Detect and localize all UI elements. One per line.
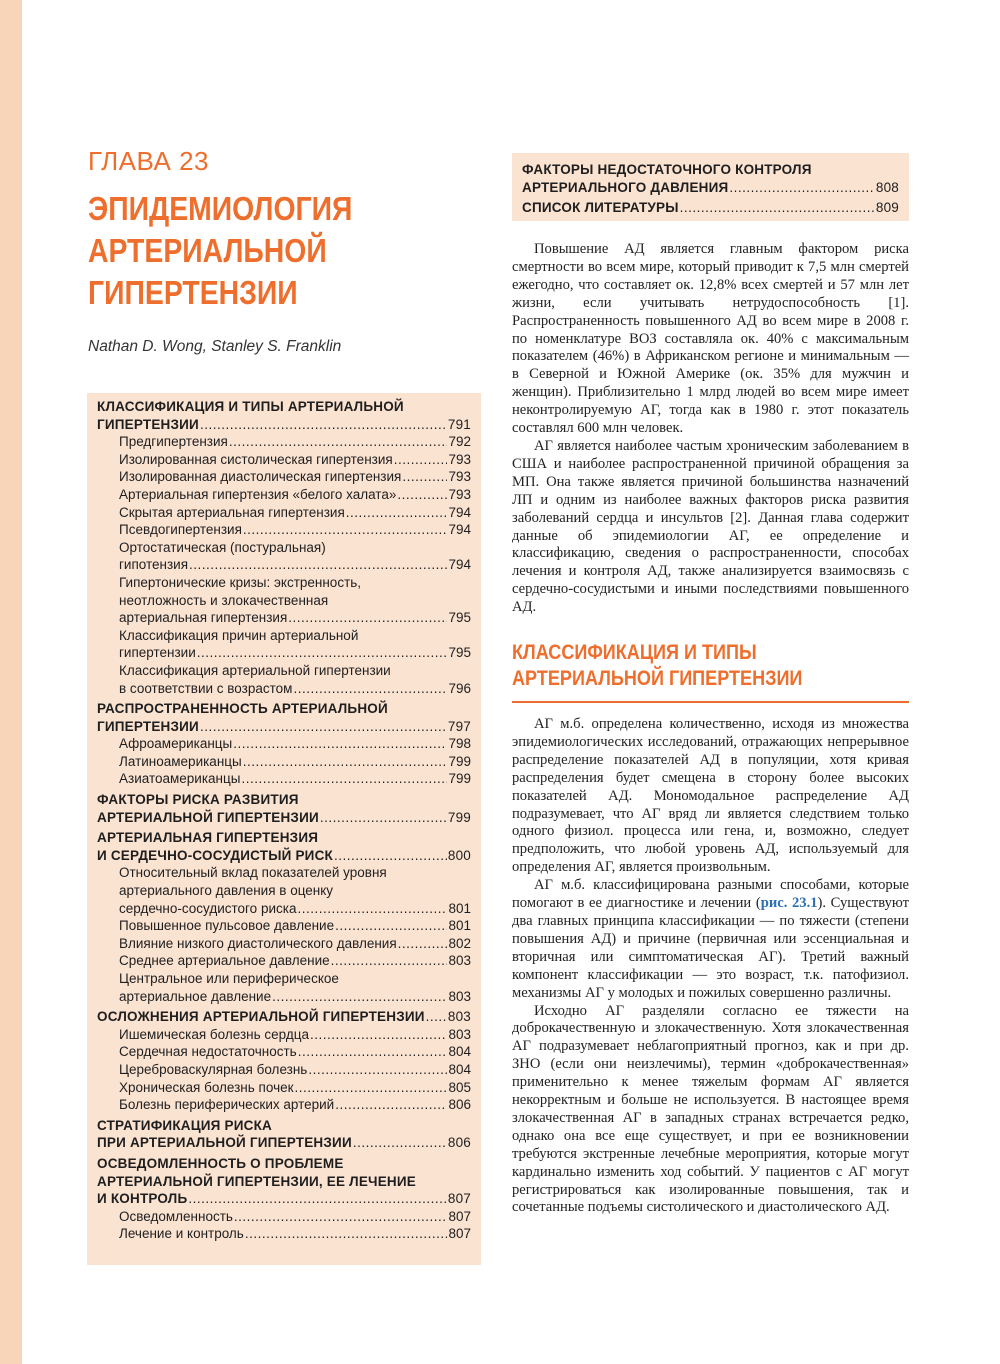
toc-subsection-entry[interactable]	[97, 753, 471, 771]
section-text	[512, 716, 909, 1217]
toc-entry-label: Афроамериканцы	[119, 736, 233, 752]
toc-entry-label: СПИСОК ЛИТЕРАТУРЫ	[522, 200, 679, 216]
toc-section-entry[interactable]	[97, 829, 471, 864]
toc-dot-leader	[308, 1061, 447, 1079]
toc-subsection-entry[interactable]	[97, 952, 471, 970]
toc-entry-row	[119, 433, 471, 451]
paragraph-text: АГ м.б. классифицирована разными способами, которые помогают в ее диагностике и лечении (	[512, 877, 909, 912]
toc-entry-row	[97, 809, 471, 827]
paragraph: Исходно АГ разделяли согласно ее тяжести на доброкачественную и злокачественную. Хотя злокачественная АГ подразумевает неблагоприятный прогноз, как и при др. ЗНО (если они неизлечимы), термин «доброкачественная» применительно к менее тяжелым формам АГ является некорректным и больше не используется. В настоящее время злокачественная АГ в западных странах встречается редко, однако она все еще существует, и при ее возникновении требуются экстренные лечебные мероприятия, которые могут кардинально изменить ход событий. У пациентов с АГ могут регистрироваться как изолированные повышения, так и сочетанные подъемы систолического и диастолического АД.	[512, 1002, 909, 1216]
toc-entry-label: АРТЕРИАЛЬНОГО ДАВЛЕНИЯ	[522, 179, 729, 195]
toc-entry-row	[119, 609, 471, 627]
toc-dot-leader	[295, 1079, 448, 1097]
toc-entry-row	[522, 179, 899, 197]
toc-section-entry[interactable]	[97, 1008, 471, 1026]
toc-entry-row	[119, 1208, 471, 1226]
toc-page-number: 792	[448, 434, 471, 450]
toc-section-entry[interactable]	[522, 199, 899, 217]
toc-entry-row	[119, 1079, 471, 1097]
toc-subsection-entry[interactable]	[97, 770, 471, 788]
toc-subsection-entry[interactable]	[97, 1225, 471, 1243]
toc-subsection-entry[interactable]	[97, 1043, 471, 1061]
toc-page-number: 794	[448, 557, 471, 573]
toc-dot-leader	[245, 1225, 448, 1243]
toc-dot-leader	[188, 1190, 447, 1208]
toc-page-number: 794	[448, 522, 471, 538]
toc-dot-leader	[394, 451, 448, 469]
toc-dot-leader	[426, 1008, 447, 1026]
toc-entry-row	[119, 735, 471, 753]
chapter-title-line: ЭПИДЕМИОЛОГИЯ	[88, 190, 353, 227]
toc-entry-label: Повышенное пульсовое давление	[119, 918, 335, 934]
toc-entry-row	[119, 1061, 471, 1079]
toc-page-number: 809	[875, 200, 899, 216]
toc-dot-leader	[241, 770, 447, 788]
toc-entry-row	[97, 718, 471, 736]
toc-section-entry[interactable]	[97, 1155, 471, 1208]
toc-subsection-entry[interactable]	[97, 970, 471, 1005]
toc-entry-label: ФАКТОРЫ РИСКА РАЗВИТИЯ	[97, 792, 299, 808]
toc-entry-label: ГИПЕРТЕНЗИИ	[97, 416, 199, 432]
paragraph	[512, 877, 909, 1002]
toc-subsection-entry[interactable]	[97, 486, 471, 504]
toc-entry-label: АРТЕРИАЛЬНОЙ ГИПЕРТЕНЗИИ	[97, 809, 319, 825]
toc-subsection-entry[interactable]	[97, 1079, 471, 1097]
toc-entry-label: артериальное давление	[119, 988, 272, 1004]
toc-dot-leader	[288, 609, 447, 627]
toc-dot-leader	[189, 556, 447, 574]
toc-subsection-entry[interactable]	[97, 1208, 471, 1226]
toc-entry-row	[119, 900, 471, 918]
toc-entry-row	[97, 1008, 471, 1026]
toc-page-number: 803	[448, 988, 471, 1004]
toc-entry-row	[97, 847, 471, 865]
toc-section-entry[interactable]	[522, 161, 899, 196]
toc-entry-label: Артериальная гипертензия «белого халата»	[119, 486, 397, 502]
toc-page-number: 807	[448, 1226, 471, 1242]
table-of-contents	[87, 393, 481, 1265]
toc-dot-leader	[229, 433, 448, 451]
toc-entry-label: Скрытая артериальная гипертензия	[119, 504, 345, 520]
toc-entry-row	[119, 917, 471, 935]
toc-page-number: 805	[448, 1079, 471, 1095]
toc-page-number: 803	[448, 953, 471, 969]
page-edge-strip	[0, 0, 22, 1364]
toc-entry-label: артериального давления в оценку	[119, 883, 334, 899]
toc-page-number: 795	[448, 645, 471, 661]
toc-entry-label: ПРИ АРТЕРИАЛЬНОЙ ГИПЕРТЕНЗИИ	[97, 1135, 352, 1151]
toc-page-number: 808	[875, 179, 899, 195]
toc-page-number: 796	[448, 680, 471, 696]
toc-subsection-entry[interactable]	[97, 1096, 471, 1114]
toc-page-number: 798	[448, 736, 471, 752]
toc-entry-label: ОСВЕДОМЛЕННОСТЬ О ПРОБЛЕМЕ	[97, 1155, 344, 1171]
toc-subsection-entry[interactable]	[97, 935, 471, 953]
toc-page-number: 801	[448, 918, 471, 934]
toc-entry-label: ОСЛОЖНЕНИЯ АРТЕРИАЛЬНОЙ ГИПЕРТЕНЗИИ	[97, 1009, 425, 1025]
toc-dot-leader	[297, 900, 447, 918]
toc-entry-label: ГИПЕРТЕНЗИИ	[97, 718, 199, 734]
toc-page-number: 800	[447, 847, 471, 863]
toc-entry-label: Азиатоамериканцы	[119, 771, 241, 787]
paragraph: АГ м.б. определена количественно, исходя из множества эпидемиологических исследований, отражающих непрерывное распределение показателей АД в популяции, хотя кривая распределения будет смещена в сторону более высоких показателей АД. Мономодальное распределение АД подразумевает, что АГ вряд ли является следствием только одного физиол. процесса или гена, и, возможно, следует предположить, что любой уровень АД, используемый для определения АГ, является произвольным.	[512, 716, 909, 876]
toc-dot-leader	[335, 917, 447, 935]
toc-dot-leader	[243, 753, 448, 771]
chapter-number: ГЛАВА 23	[88, 146, 209, 176]
toc-entry-label: Гипертонические кризы: экстренность,	[119, 574, 362, 590]
toc-subsection-entry[interactable]	[97, 433, 471, 451]
toc-page-number: 807	[448, 1208, 471, 1224]
toc-page-number: 801	[448, 900, 471, 916]
chapter-title-line: АРТЕРИАЛЬНОЙ	[88, 232, 327, 269]
toc-subsection-entry[interactable]	[97, 539, 471, 574]
toc-entry-row	[119, 486, 471, 504]
toc-page-number: 799	[448, 753, 471, 769]
toc-page-number: 799	[448, 771, 471, 787]
toc-section-entry[interactable]	[97, 700, 471, 735]
toc-entry-row	[522, 199, 899, 217]
toc-entry-row	[97, 1190, 471, 1208]
toc-entry-row	[119, 504, 471, 522]
toc-page-number: 791	[447, 416, 471, 432]
toc-dot-leader	[729, 179, 874, 197]
toc-page-number: 804	[448, 1061, 471, 1077]
toc-entry-label: Латиноамериканцы	[119, 753, 242, 769]
toc-page-number: 794	[448, 504, 471, 520]
toc-dot-leader	[310, 1026, 448, 1044]
toc-entry-label: Сердечная недостаточность	[119, 1044, 297, 1060]
toc-entry-label: Классификация артериальной гипертензии	[119, 662, 391, 678]
toc-section-entry[interactable]	[97, 398, 471, 433]
toc-entry-label: Ишемическая болезнь сердца	[119, 1026, 309, 1042]
paragraph: Повышение АД является главным фактором риска смертности во всем мире, который приводит к 7,5 млн смертей ежегодно, что составляет ок. 12,8% всех смертей и 57 млн лет жизни, если учитывать нетрудоспособность [1]. Распространенность повышенного АД во всем мире в 2008 г. по номенклатуре ВОЗ составляла ок. 40% с максимальным показателем (46%) в Африканском регионе и минимальным — в Северной и Южной Америке (ок. 35% для мужчин и женщин). Приблизительно 1 млрд людей во всем мире имеет неконтролируемую АГ, тогда как в 1980 г. этот показатель составлял 600 млн человек.	[512, 241, 909, 437]
intro-text	[512, 241, 909, 617]
toc-entry-label: Влияние низкого диастолического давления	[119, 935, 397, 951]
toc-entry-row	[119, 468, 471, 486]
toc-dot-leader	[243, 521, 448, 539]
toc-page-number: 803	[448, 1026, 471, 1042]
toc-entry-label: АРТЕРИАЛЬНАЯ ГИПЕРТЕНЗИЯ	[97, 830, 319, 846]
toc-entry-label: Лечение и контроль	[119, 1226, 244, 1242]
toc-entry-row	[119, 753, 471, 771]
toc-dot-leader	[272, 988, 447, 1006]
toc-dot-leader	[233, 735, 447, 753]
toc-entry-label: Среднее артериальное давление	[119, 953, 330, 969]
toc-entry-label: гипотензия	[119, 557, 189, 573]
toc-entry-row	[119, 952, 471, 970]
toc-entry-row	[119, 1043, 471, 1061]
toc-entry-row	[119, 451, 471, 469]
toc-entry-label: артериальная гипертензия	[119, 610, 288, 626]
toc-entry-row	[97, 416, 471, 434]
toc-subsection-entry[interactable]	[97, 1061, 471, 1079]
toc-dot-leader	[293, 680, 447, 698]
toc-entry-label: Осведомленность	[119, 1208, 233, 1224]
toc-page-number: 793	[448, 469, 471, 485]
toc-entry-label: гипертензии	[119, 645, 196, 661]
toc-entry-label: Ортостатическая (постуральная)	[119, 539, 326, 555]
toc-page-number: 807	[447, 1191, 471, 1207]
toc-dot-leader	[234, 1208, 448, 1226]
toc-subsection-entry[interactable]	[97, 1026, 471, 1044]
toc-entry-label: Изолированная систолическая гипертензия	[119, 451, 393, 467]
toc-dot-leader	[335, 1096, 447, 1114]
toc-subsection-entry[interactable]	[97, 574, 471, 627]
chapter-title	[88, 188, 398, 314]
toc-entry-row	[119, 556, 471, 574]
toc-entry-label: Классификация причин артериальной	[119, 627, 359, 643]
toc-page-number: 797	[447, 718, 471, 734]
toc-entry-row	[119, 521, 471, 539]
toc-subsection-entry[interactable]	[97, 735, 471, 753]
toc-entry-label: Центральное или периферическое	[119, 971, 339, 986]
toc-entry-label: неотложность и злокачественная	[119, 592, 329, 608]
toc-subsection-entry[interactable]	[97, 662, 471, 697]
toc-dot-leader	[402, 468, 447, 486]
toc-entry-label: Относительный вклад показателей уровня	[119, 865, 387, 881]
toc-dot-leader	[197, 644, 448, 662]
toc-entry-label: Болезнь периферических артерий	[119, 1097, 335, 1113]
toc-page-number: 806	[448, 1097, 471, 1113]
toc-dot-leader	[398, 935, 448, 953]
toc-entry-row	[119, 988, 471, 1006]
chapter-authors: Nathan D. Wong, Stanley S. Franklin	[88, 338, 342, 355]
toc-entry-row	[119, 1225, 471, 1243]
toc-dot-leader	[298, 1043, 448, 1061]
toc-dot-leader	[334, 847, 447, 865]
toc-subsection-entry[interactable]	[97, 451, 471, 469]
toc-entry-label: Хроническая болезнь почек	[119, 1079, 294, 1095]
toc-entry-label: КЛАССИФИКАЦИЯ И ТИПЫ АРТЕРИАЛЬНОЙ	[97, 399, 404, 414]
chapter-title-line: ГИПЕРТЕНЗИИ	[88, 274, 298, 311]
toc-dot-leader	[680, 199, 875, 217]
table-of-contents-continued	[512, 153, 909, 221]
toc-page-number: 793	[448, 486, 471, 502]
toc-entry-label: сердечно-сосудистого риска	[119, 900, 297, 916]
paragraph-text: ). Существуют два главных принципа классификации — по тяжести (степени повышения АД) и причине (первичная или эссенциальная и вторичная или симптоматическая АГ). Третий важный компонент классификации — это возраст, т.к. патофизиол. механизмы АГ у молодых и пожилых совершенно различны.	[512, 895, 910, 1001]
toc-subsection-entry[interactable]	[97, 864, 471, 917]
toc-entry-row	[119, 1096, 471, 1114]
figure-reference-link[interactable]: рис. 23.1	[760, 895, 818, 912]
toc-entry-label: Изолированная диастолическая гипертензия	[119, 469, 402, 485]
toc-entry-row	[119, 770, 471, 788]
toc-page-number: 795	[448, 610, 471, 626]
toc-entry-label: СТРАТИФИКАЦИЯ РИСКА	[97, 1117, 272, 1133]
toc-page-number: 806	[447, 1135, 471, 1151]
toc-subsection-entry[interactable]	[97, 917, 471, 935]
toc-entry-row	[97, 1134, 471, 1152]
paragraph: АГ является наиболее частым хроническим заболеванием в США и наиболее распространенной причиной обращения за МП. Она также является причиной большинства назначений ЛП и одним из наиболее важных факторов риска развития заболеваний сердца и инсультов [2]. Данная глава содержит данные об эпидемиологии АГ, ее определение и классификацию, сведения о распространенности, способах лечения и контроля АД, также анализируется взаимосвязь с сердечно-сосудистыми и иными последствиями повышенного АД.	[512, 437, 909, 616]
toc-page-number: 793	[448, 451, 471, 467]
toc-entry-row	[119, 680, 471, 698]
toc-page-number: 799	[447, 809, 471, 825]
toc-entry-label: РАСПРОСТРАНЕННОСТЬ АРТЕРИАЛЬНОЙ	[97, 701, 388, 717]
toc-entry-label: Предгипертензия	[119, 434, 228, 450]
toc-entry-label: ФАКТОРЫ НЕДОСТАТОЧНОГО КОНТРОЛЯ	[522, 162, 812, 177]
toc-entry-label: Псевдогипертензия	[119, 522, 242, 538]
toc-dot-leader	[397, 486, 447, 504]
toc-dot-leader	[200, 416, 447, 434]
toc-subsection-entry[interactable]	[97, 468, 471, 486]
section-divider	[512, 701, 909, 703]
toc-page-number: 804	[448, 1044, 471, 1060]
toc-dot-leader	[331, 952, 448, 970]
toc-section-entry[interactable]	[97, 791, 471, 826]
toc-dot-leader	[353, 1134, 447, 1152]
toc-entry-label: АРТЕРИАЛЬНОЙ ГИПЕРТЕНЗИИ, ЕЕ ЛЕЧЕНИЕ	[97, 1173, 416, 1189]
toc-dot-leader	[320, 809, 447, 827]
section-heading: КЛАССИФИКАЦИЯ И ТИПЫ АРТЕРИАЛЬНОЙ ГИПЕРТЕНЗИИ	[512, 641, 803, 690]
toc-page-number: 802	[448, 935, 471, 951]
toc-entry-row	[119, 1026, 471, 1044]
toc-entry-label: И КОНТРОЛЬ	[97, 1191, 188, 1207]
toc-dot-leader	[200, 718, 447, 736]
toc-entry-label: в соответствии с возрастом	[119, 680, 293, 696]
toc-section-entry[interactable]	[97, 1117, 471, 1152]
toc-dot-leader	[346, 504, 448, 522]
toc-page-number: 803	[447, 1009, 471, 1025]
toc-entry-row	[119, 644, 471, 662]
toc-subsection-entry[interactable]	[97, 504, 471, 522]
toc-entry-label: И СЕРДЕЧНО-СОСУДИСТЫЙ РИСК	[97, 847, 333, 863]
toc-entry-label: Цереброваскулярная болезнь	[119, 1061, 308, 1077]
toc-entry-row	[119, 935, 471, 953]
toc-subsection-entry[interactable]	[97, 521, 471, 539]
toc-subsection-entry[interactable]	[97, 627, 471, 662]
